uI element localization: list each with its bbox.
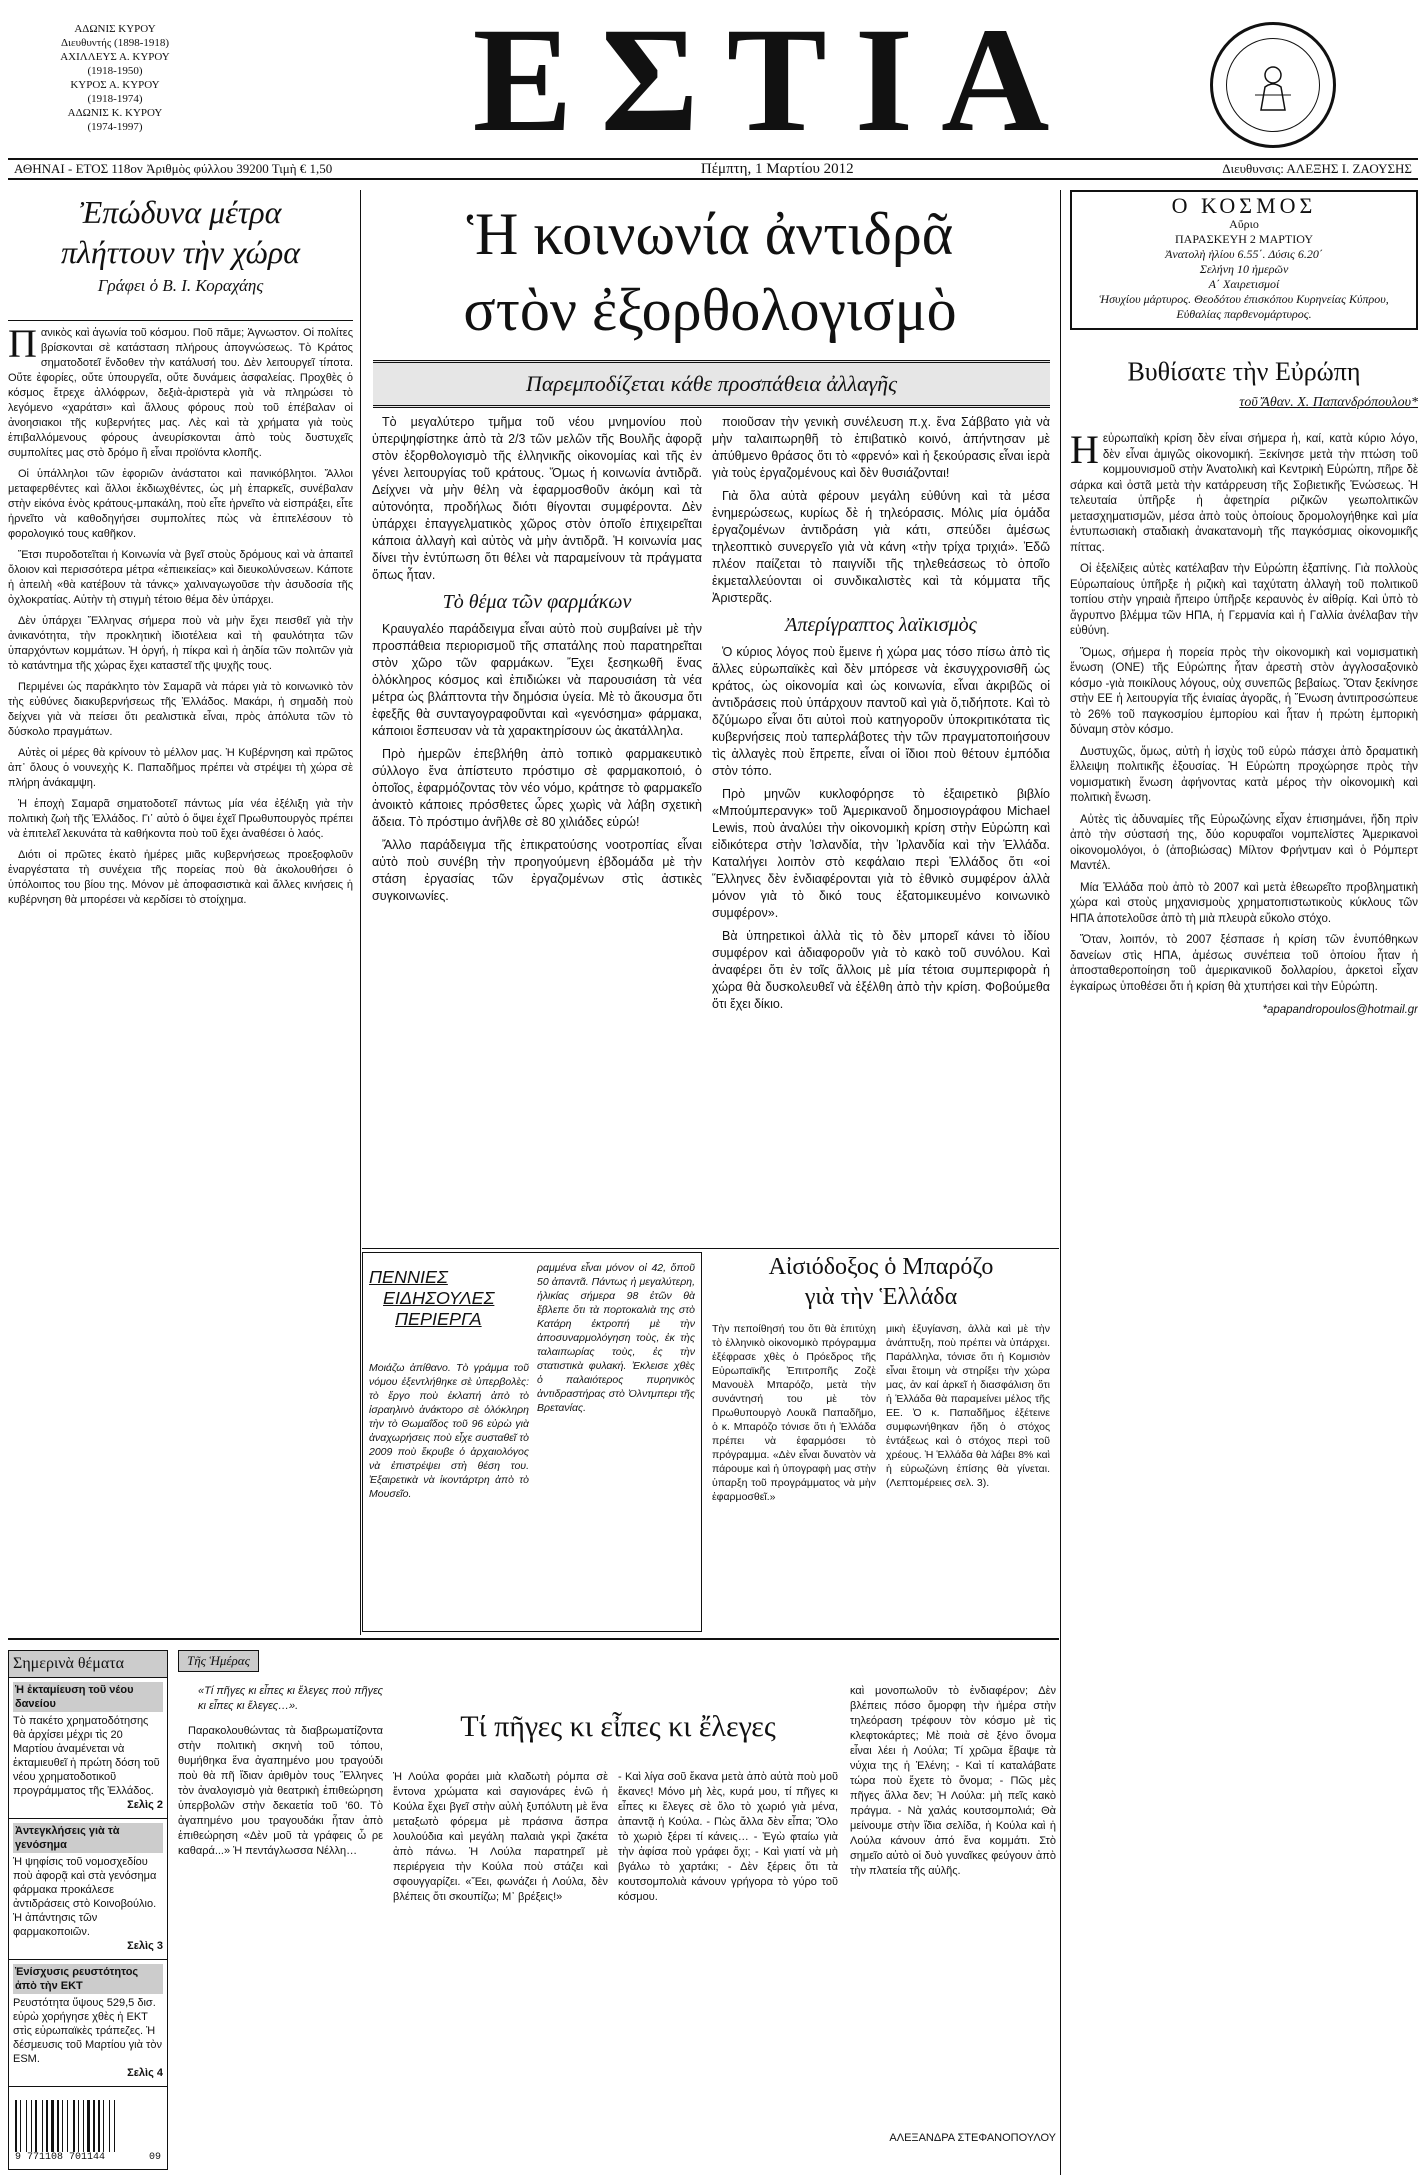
barcode-bar <box>26 2100 27 2152</box>
left-article-title-box <box>8 192 353 321</box>
barcode-bar <box>109 2100 110 2152</box>
kosmos-line: Αὔριο <box>1229 217 1259 231</box>
left-article-dropcap: Π <box>8 326 37 366</box>
barcode-bar <box>114 2100 115 2152</box>
barcode-bar <box>111 2100 113 2152</box>
left-article-p2: Οἱ ὑπάλληλοι τῶν ἐφοριῶν ἀνάστατοι καὶ πανικόβλητοι. Ἄλλοι μεταφερθέντες καὶ ἄλλοι ἐκδιωχθέντες, ὡς μὴ ἐπαρκεῖς, συνέβαλαν στὴν εἰκόνα ἑνὸς κράτους-μπακάλη, ποὺ εἶτε ἠρνεῖτο νὰ εἰσπράξει, εἶτε ἠρνεῖτο νὰ καθοδηγήσει συμπολίτες πὼς νὰ ἐπιτελέσουν τὸ φορολογικό τους καθῆκον. <box>8 468 353 540</box>
main-headline-line1: Ἡ κοινωνία ἀντιδρᾶ <box>466 201 954 267</box>
main-col-1 <box>372 414 702 1244</box>
tis-imeras-col-1 <box>178 1684 383 2164</box>
tis-imeras-author: ΑΛΕΞΑΝΔΡΑ ΣΤΕΦΑΝΟΠΟΥΛΟΥ <box>889 2132 1056 2144</box>
sidebar-item-page: Σελὶς 4 <box>127 2067 163 2079</box>
tis-imeras-col4-text: καὶ μονοπωλοῦν τὸ ἐνδιαφέρον; Δὲν βλέπεις πόσο ὄμορφη τὴν ἡμέρα στὴν τηλεόραση τρέφουν τὸν κόσμο μὲ τὶς κλεφτοκάρτες; Μὲ ποιὰ σὲ ξένο ὄνομα εἶναι λέει ἡ Λούλα; Τί χρῶμα ἔβαψε τὰ νύχια της ἡ Ἑλένη; - Καὶ τί καταλάβατε τώρα ποὺ ἔχετε τὸ ὄνομα; - Πῶς μὲς πῆγες ἄλλα δεν; Ἡ Λούλα: μὴ πεῖς κακὸ πράγμα. - Νὰ χαλάς κουτσομπολιά; Θὰ μείνουμε στὴν ἴδια σελίδα, ἡ Κούλα καὶ ἡ Λούλα κάνουν ἀπό ἕνα κομμάτι. Στὸ σημεῖο αὐτὸ οἱ δυὸ γυναῖκες φεύγουν ἀπὸ τὴν πλατεία τῆς αὐλῆς. <box>850 1685 1056 1877</box>
left-article-p3: Ἔτσι πυροδοτεῖται ἡ Κοινωνία νὰ βγεῖ στοὺς δρόμους καὶ νὰ ἀπαιτεῖ ὅλοιον καὶ περισσότερα μέτρα «ἐπιεικείας» καὶ διευκολύνσεων. Κάποτε ἡ ἀπειλὴ «θὰ κατέβουν τὰ τάνκς» χαλιναγωγοῦσε τὴν ἀσυδοσία τῆς ὀχλοκρατίας. Αὐτὴν τὴ στιγμὴ τέτοιο θέμα δὲν ὑπάρχει. <box>8 549 353 606</box>
founder-line: ΚΥΡΟΣ Α. ΚΥΡΟΥ <box>70 79 160 91</box>
pennies-col-2: ραμμένα εἶναι μόνον οἱ 42, ὅποῦ 50 ἀπαντᾶ. Πάντως ἡ μεγαλύτερη, ἡλικίας σήμερα 98 ἐτῶν θὰ ἔβλεπε ὅτι τὰ πορτοκαλιὰ της στὸ Κατάρη ἐκτροπή μὲ τὴν ἀποσυναρμολόγηση τοὺς, ἐκ τὴς ταλαιπωρίας τοὺς, ἐς τὴν στατιστικὰ φυλακή. Ἐκλεισε χθὲς ὁ παλαιότερος πυρηνικὸς ἀντιδραστήρας στὸ Ὀλντμπερι τῆς Βρετανίας. <box>537 1262 695 1414</box>
founder-line: ΑΔΩΝΙΣ ΚΥΡΟΥ <box>74 23 156 35</box>
barroso-title-1: Αἰσιόδοξος ὁ Μπαρόζο <box>768 1254 994 1280</box>
barcode-bar <box>38 2100 41 2152</box>
founder-line: ΑΔΩΝΙΣ Κ. ΚΥΡΟΥ <box>67 107 163 119</box>
main-col2-p5: Βὰ ὑπηρετικοὶ ἀλλὰ τὶς τὸ δὲν μπορεῖ κάνει τὸ ἰδίου συμφέρον καὶ ἀδιαφοροῦν γιὰ τὸ κακὸ τοῦ συνόλου. Καὶ ἀναφέρει ὅτι ἐν τοῖς ἄλλοις μὲ μία τέτοια συμπεριφορὰ ἡ χώρα θὰ δυσκολευθεῖ νὰ ἐξέλθη ἀπὸ τὴν κρίση. Φοβούμεθα ὅτι ἔχει δίκιο. <box>712 929 1050 1011</box>
barcode-bar <box>15 2100 17 2152</box>
barcode-bars <box>15 2092 161 2152</box>
main-col-2 <box>712 414 1050 1244</box>
sidebar-item-title: Ἐνίσχυσις ρευστότητος ἀπὸ τὴν ΕΚΤ <box>13 1964 163 1994</box>
main-headline-line2: στὸν ἐξορθολογισμὸ <box>463 277 957 343</box>
sidebar-item-text: Τὸ πακέτο χρηματοδότησης θὰ ἀρχίσει μέχρι τὶς 20 Μαρτίου ἀναμένεται νὰ ἐκταμιευθεῖ ἡ πρώτη δόση τοῦ νέου χρηματοδοτικοῦ προγράμματος τῆς Ἑλλάδος. <box>13 1715 160 1797</box>
barcode-bar <box>62 2100 63 2152</box>
barcode-bar <box>67 2100 68 2152</box>
barcode-bar <box>98 2100 100 2152</box>
pennies-heading-3: ΠΕΡΙΕΡΓΑ <box>395 1309 482 1329</box>
main-col1-p2: Κραυγαλέο παράδειγμα εἶναι αὐτὸ ποὺ συμβαίνει μὲ τὴν προσπάθεια περιορισμοῦ τῆς σπατάλης ποὺ παρατηρεῖται στὸν χῶρο τῶν φαρμάκων. Ἔχει ξεσηκωθῆ ἕνας ὁλόκληρος κόσμος καὶ ἐπιδιώκει νὰ παρουσιάση τὰ νέα μέτρα ὡς βλάπτοντα τὴν δημόσια ὑγεία. Μὲ τὸ ἄκουσμα ὅτι ἐφεξῆς θὰ συνταγογραφοῦνται καὶ «γενόσημα» φάρμακα, κάποιοι ἔσπευσαν νὰ τὰ χαρακτηρίσουν ὡς ἀκατάλληλα. <box>372 622 702 738</box>
barcode-bar <box>87 2100 90 2152</box>
left-article-p7: Ἡ ἐποχὴ Σαμαρᾶ σηματοδοτεῖ πάντως μία νέα ἐξέλιξη γιὰ τὴν πολιτικὴ ζωὴ τῆς Ἑλλάδος. Γι᾽ αὐτὸ ὁ ὄψει ἐχεῖ Πρωθυπουργὸς πρέπει νὰ ἐπιτελεῖ λεκυνάτα τὰ καθήκοντα ποὺ τοῦ ἔχει ἀναθέσει ὁ λαός. <box>8 798 353 840</box>
tis-imeras-title: Τί πῆγες κι εἶπες κι ἔλεγες <box>460 1710 776 1743</box>
dateline-director: Διευθυνσις: ΑΛΕΞΗΣ Ι. ΖΑΟΥΣΗΣ <box>1222 161 1412 176</box>
main-col1-p4: Ἄλλο παράδειγμα τῆς ἐπικρατούσης νοοτροπίας εἶναι αὐτὸ ποὺ συνέβη τὴν προηγούμενη ἑβδομάδα μὲ τὴν στάση ἐργασίας τῶν ἐργαζομένων στὶς ἀστικὲς συγκοινωνίες. <box>372 838 702 903</box>
right-article-title: Βυθίσατε τὴν Εὐρώπη <box>1127 357 1361 386</box>
main-subheading: Παρεμποδίζεται κάθε προσπάθεια ἀλλαγῆς <box>373 360 1050 408</box>
barcode-bar <box>49 2100 50 2152</box>
barcode-bar <box>105 2100 108 2152</box>
barcode-bar <box>78 2100 79 2152</box>
right-article-body <box>1070 432 1418 2152</box>
kosmos-line: Ἡσυχίου μάρτυρος. Θεοδότου ἐπισκόπου Κυρηνείας Κύπρου, Εὐθαλίας παρθενομάρτυρος. <box>1099 292 1389 321</box>
founder-line: (1918-1974) <box>87 93 143 105</box>
barcode-bar <box>76 2100 77 2152</box>
kosmos-line: Σελήνη 10 ἡμερῶν <box>1199 262 1289 276</box>
sidebar-item-text: Ἡ ψηφίσις τοῦ νομοσχεδίου ποὺ ἀφορᾷ καὶ στὰ γενόσημα φάρμακα προκάλεσε ἀντιδράσεις στὸ Κοινοβούλιο. Ἡ ἀπάντησις τῶν φαρμακοποιῶν. <box>13 1856 157 1938</box>
pennies-heading-1: ΠΕΝΝΙΕΣ <box>369 1267 448 1287</box>
barcode-bar <box>83 2100 84 2152</box>
barcode-bar <box>51 2100 54 2152</box>
main-col1-p3: Πρὸ ἡμερῶν ἐπεβλήθη ἀπὸ τοπικὸ φαρμακευτικὸ σύλλογο ἕνα ἀπίστευτο πρόστιμο σὲ φαρμακοποιό, ὁ ὁποῖος, ἐφαρμόζοντας τὸν νέο νόμο, κράτησε τὸ φαρμακεῖο ἀνοικτὸ κάποιες πρόσθετες ὧρες χωρὶς νὰ λάβη σχετικὴ ἄδεια. Τὸ πρόστιμο ἀνῆλθε σὲ 80 χιλιάδες εὐρώ! <box>372 747 702 829</box>
section-rule <box>362 1248 1059 1249</box>
left-article-p1: ανικὸς καὶ ἀγωνία τοῦ κόσμου. Ποῦ πᾶμε; Ἀγνωστον. Οἱ πολίτες βρίσκονται σὲ κατάσταση πλήρους ἀπογνώσεως. Τὸ Κράτος σηματοδοτεῖ ἔνδοθεν τὴν κατάλυσή του. Δὲν λειτουργεῖ τίποτα. Οὔτε ἐφορίες, οὔτε ὑπουργεῖα, οὔτε δυνάμεις ἀσφαλείας. Προχθὲς ὁ κόσμος ἔτρεχε ἀλλόφρων, δεξιὰ-ἀριστερὰ γιὰ νὰ πληρώσει τὸ λεγόμενο «χαράτσι» καὶ ἄλλους φόρους ποὺ τοῦ ἐπέβαλαν οἱ ἀνοησιακοι τῆς κυβερνήτες μας. Λὲς καὶ τὰ χρήματα γιὰ τοὺς ἐπιβαλλόμενους φόρους ἀνευρίσκονται ἀπὸ τοὺς δυστυχεῖς συμπολίτες μας στὸ δρόμο ἢ εἶναι προϊόντα κλοπῆς. <box>8 327 353 459</box>
sidebar-item[interactable] <box>9 1960 167 2087</box>
section-rule <box>8 1638 1059 1640</box>
tis-imeras-col-3: - Καὶ λίγα σοῦ ἔκανα μετὰ ἀπὸ αὐτὰ ποὺ μοῦ ἔκανες! Μόνο μὴ λὲς, κυρά μου, τί πῆγες κι εἶπες κι ἔλεγες σὲ ὅλο τὸ χωριό γιὰ μένα, ἀπαντᾷ ἡ Κούλα. - Πὼς ἄλλα δὲν εἶπα; Ὅλο τὸ χωριὸ ξέρει τί κάνεις… - Ἐγὼ φταίω γιὰ τὴν ἀφίσα ποὺ γράφει ὄχι; - Καὶ γιατί νὰ μὴ βγάλω τὸ χαρτάκι; - Δὲν ξέρεις ὅτι τὰ κουτσομπολιὰ κάνουν γρήγορα τὸ γύρο τοῦ κόσμου. <box>618 1771 838 1903</box>
main-col2-p2: Γιὰ ὅλα αὐτὰ φέρουν μεγάλη εὐθύνη καὶ τὰ μέσα ἐνημερώσεως, κυρίως δὲ ἡ τηλεόρασις. Μόλις μία ὁμάδα ἐργαζομένων ἀντιδράση γιὰ κάτι, σπεύδει ἀμέσως τηλεοπτικὸ συνεργεῖο γιὰ νὰ κάνη «τὴν τρίχα τριχιά». Ἐδῶ πλέον παίζεται τὸ παιγνίδι τῆς τηλεθεάσεως τὸ ὁποῖο ἐκμεταλλεύονται οἱ συνδικαλιστὲς καὶ τὰ κόμματα τῆς Ἀριστερᾶς. <box>712 489 1050 605</box>
right-article-header <box>1070 355 1418 411</box>
barroso-title-2: γιὰ τὴν Ἑλλάδα <box>804 1284 958 1310</box>
tis-imeras-quote: «Τί πῆγες κι εἶπες κι ἔλεγες ποὺ πῆγες κι εἶπες κι ἔλεγες…». <box>198 1685 383 1712</box>
kosmos-line: Ἀνατολὴ ἡλίου 6.55΄. Δύσις 6.20΄ <box>1165 247 1323 261</box>
pennies-heading-2: ΕΙΔΗΣΟΥΛΕΣ <box>383 1288 495 1308</box>
barcode-bar <box>46 2100 48 2152</box>
seal-emblem <box>1210 22 1336 148</box>
sidebar-item[interactable] <box>9 1678 167 1819</box>
barcode-bar <box>96 2100 97 2152</box>
barcode-bar <box>60 2100 61 2152</box>
barcode-bar <box>103 2100 104 2152</box>
pennies-col-1: Μοιάζω ἀπίθανο. Τὸ γράμμα τοῦ νόμου ἐξεντλήθηκε σὲ ὑπερβολὲς: τὸ ἔργο ποὺ ἐκλαπή ἀπὸ τὸ ἰσραηλινὸ ἀνάκτορο σὲ ὁλόκληρη τὴν τὸ Θωμαΐδος τοῦ 96 εὐρὼ γιὰ ἀναχωρήσεις ποὺ εἶχε συσταθεῖ τὸ 2009 ποὺ ἔκρυβε ὁ ἀρχαιολόγος νὰ ἐπιστρέψει στὴ θέση του. Ἐξαιρετικὰ νὰ ἰκοντάρτρη ἀπὸ τὸ Μουσεῖο. <box>369 1362 529 1500</box>
sidebar-item[interactable] <box>9 1819 167 1960</box>
tis-imeras-col-2: Ἡ Λούλα φοράει μιὰ κλαδωτὴ ρόμπα σὲ ἔντονα χρώματα καὶ σαγιονάρες ἐνῶ ἡ Κούλα ἔχει βγεῖ στὴν αὐλὴ ξυπόλυτη μὲ ἕνα μεταξωτὸ φόρεμα μὲ πράσινα ἄσπρα λουλούδια καὶ μεγάλη παλαιὰ γκρὶ ζακέτα ἀπὸ πάνω. Ἡ Λούλα παρατηρεῖ μὲ περιέργεια τὴν Κούλα ποὺ στάζει καὶ σφουγγαρίζει. «Ἔει, φωνάζει ἡ Λούλα, δὲν βλέπεις ὅτι σκουπίζω; Μ᾽ βρέξεις!» <box>393 1771 608 1903</box>
barcode-bar <box>93 2100 95 2152</box>
barcode-bar <box>64 2100 66 2152</box>
sidebar-item-text: Ρευστότητα ὕψους 529,5 δισ. εὐρὼ χορήγησε χθὲς ἡ ΕΚΤ στὶς εὐρωπαϊκὲς τράπεζες. Ἡ δέσμευσις τοῦ Μαρτίου γιὰ τὸν ESM. <box>13 1997 162 2065</box>
barcode <box>15 2092 161 2163</box>
left-article-body <box>8 326 353 1616</box>
barcode-bar <box>20 2100 21 2152</box>
barcode-bar <box>73 2100 75 2152</box>
main-col2-p1: ποιοῦσαν τὴν γενικὴ συνέλευση π.χ. ἕνα Σάββατο γιὰ νὰ μὴν ταλαιπωρηθῆ τὸ ἐπιβατικὸ κοινό, ἀπήντησαν μὲ ἀπύθμενο θράσος ὅτι τὸ «φρενό» καὶ ἡ ξεκούρασις εἶναι ἱερὰ γιὰ τοὺς ἐργαζομένους καὶ δὲν θυσιάζονται! <box>712 415 1050 480</box>
kosmos-box <box>1070 190 1418 330</box>
column-rule <box>1060 190 1061 2175</box>
right-article-p4: Δυστυχῶς, ὅμως, αὐτὴ ἡ ἰσχὺς τοῦ εὐρὼ πάσχει ἀπὸ δραματικὴ ἔλλειψη πολιτικῆς ἐξουσίας. Ἡ Εὐρώπη προχώρησε πρὸς τὴν νομισματικὴ ἕνωση ἀφήνοντας κατὰ μέρος τὴν οἰκονομικὴ καὶ πολιτικὴ ἕνωση. <box>1070 745 1418 804</box>
barroso-col-1: Τὴν πεποίθησή του ὅτι θὰ ἐπιτύχη τὸ ἑλληνικὸ οἰκονομικὸ πρόγραμμα ἐξέφρασε χθὲς ὁ Πρόεδρος τῆς Εὐρωπαϊκῆς Ἐπιτροπῆς Ζοζὲ Μανουὲλ Μπαρόζο, μετὰ τὴν συνάντησή του μὲ τὸν Πρωθυπουργὸ Λουκᾶ Παπαδῆμο, ὁ κ. Μπαρόζο τόνισε ὅτι ἡ Ἑλλάδα πρέπει νὰ ἐφαρμόσει τὸ πρόγραμμα. «Δὲν εἶναι δυνατὸν νὰ πάρουμε καὶ ἡ ὑπογραφὴ μας στὴν ὑπαρξη τοῦ προγράμματος νὰ μὴν ἐφαρμοσθεῖ.» <box>712 1323 876 1503</box>
barcode-issue: 09 <box>148 2152 161 2163</box>
sidebar-item-page: Σελὶς 3 <box>127 1940 163 1952</box>
column-rule <box>360 190 361 1635</box>
barcode-bar <box>57 2100 59 2152</box>
sidebar-header: Σημερινὰ θέματα <box>9 1651 167 1678</box>
tis-imeras-tag: Τῆς Ἡμέρας <box>178 1650 259 1672</box>
barcode-bar <box>33 2100 34 2152</box>
left-article-p4: Δὲν ὑπάρχει Ἕλληνας σήμερα ποὺ νὰ μὴν ἔχει πεισθεῖ γιὰ τὴν ἀνικανότητα, τὴν προκλητικὴ ἰδιοτέλεια καὶ τὴ φαυλότητα τῶν ὑπαρχόντων κομμάτων. Ἡ ὀργή, ἡ πίκρα καὶ ἡ ἀηδία τῶν πολιτῶν γιὰ τὸ κατάντημα τῆς χώρας ἔχει καταστεῖ τῆς ψυχῆς τους. <box>8 615 353 672</box>
barcode-bar <box>85 2100 86 2152</box>
barcode-bar <box>69 2100 72 2152</box>
right-article-p5: Αὐτὲς τὶς ἀδυναμίες τῆς Εὐρωζώνης εἶχαν ἐπισημάνει, ἤδη πρὶν ἀπὸ τὴν σύστασή της, δύο κορυφαῖοι νομπελίστες Ἀμερικανοὶ οἰκονομολόγοι, ὁ (ἀποβιώσας) Μίλτον Φρήντμαν καὶ ὁ Ρόμπερτ Μαντέλ. <box>1070 813 1418 872</box>
founder-line: (1918-1950) <box>87 65 143 77</box>
barcode-bar <box>31 2100 32 2152</box>
masthead: ΕΣΤΙΑ <box>472 0 1078 163</box>
pennies-box <box>362 1252 702 1632</box>
barcode-text <box>15 2152 161 2163</box>
barroso-col-2: μικὴ ἐξυγίανση, ἀλλὰ καὶ μὲ τὴν ἀνάπτυξη, ποὺ πρέπει νὰ ὑπάρχει. Παράλληλα, τόνισε ὅτι ἡ Κομισιὸν εἶναι ἕτοιμη νὰ στηρίξει τὴν χώρα μας, ἀν καί ἀρκεῖ ἡ διασφάλιση ὅτι ἡ Ἑλλάδα θὰ παραμείνει μέλος τῆς ΕΕ. Ὁ κ. Παπαδῆμος ἐξέτεινε συμφωνήθηκαν ἤδη ὁ στόχος ἐντάξεως καὶ ὁ στόχος περὶ τοῦ χρέους. Ἡ Ἑλλάδα θὰ λάβει 8% καὶ ἡ εὐρωζώνη ἐπίσης θὰ γίνεται. (Λεπτομέρειες σελ. 3). <box>886 1323 1050 1489</box>
left-article-p6: Αὐτὲς οἱ μέρες θὰ κρίνουν τὸ μέλλον μας. Ἡ Κυβέρνηση καὶ πρῶτος ἀπ᾽ ὅλους ὁ νουνεχὴς Κ. Παπαδῆμος πρέπει νὰ στρέψει τὴ χώρα σὲ πλήρη ἀνάκαμψη. <box>8 747 353 789</box>
dateline-bar <box>8 158 1418 180</box>
barcode-bar <box>35 2100 37 2152</box>
main-headline <box>370 196 1050 348</box>
founders-list <box>40 22 190 134</box>
barcode-bar <box>42 2100 43 2152</box>
left-article-byline: Γράφει ὁ Β. Ι. Κοραχάης <box>97 276 264 295</box>
kosmos-title: Ο ΚΟΣΜΟΣ <box>1171 193 1317 218</box>
right-article-p2: Οἱ ἐξελίξεις αὐτὲς κατέλαβαν τὴν Εὐρώπη ἐξαπίνης. Γιὰ πολλοὺς Εὐρωπαίους ὑπῆρξε ἡ ριζικὴ καὶ ταχύτατη ἀλλαγὴ τοῦ πολιτικοῦ τοπίου στὴν γηραιὰ ἤπειρο ὑπῆρξε κεραυνὸς ἐν αἰθρίᾳ. Καὶ ὑπὸ τὸ ἄγρυπνο βλέμμα τῶν ΗΠΑ, ἡ Γερμανία καὶ ἡ Γαλλία ἀνέλαβαν τὴν εὐθύνη. <box>1070 563 1418 637</box>
dateline-issue: ΑΘΗΝΑΙ - ΕΤΟΣ 118ον Ἀριθμὸς φύλλου 39200 Τιμὴ € 1,50 <box>14 161 333 176</box>
barcode-bar <box>22 2100 25 2152</box>
right-article-byline: τοῦ Ἄθαν. Χ. Παπανδρόπουλου* <box>1239 395 1418 410</box>
dateline-date: Πέμπτη, 1 Μαρτίου 2012 <box>700 160 854 177</box>
left-article-title-2: πλήττουν τὴν χώρα <box>61 234 300 270</box>
barcode-bar <box>80 2100 82 2152</box>
seal-inner <box>1226 38 1320 132</box>
founder-line: (1974-1997) <box>87 121 143 133</box>
kosmos-line: Α΄ Χαιρετισμοί <box>1208 277 1280 291</box>
founder-line: ΑΧΙΛΛΕΥΣ Α. ΚΥΡΟΥ <box>60 51 170 63</box>
barcode-bar <box>116 2100 117 2152</box>
barroso-article <box>712 1252 1050 1632</box>
sidebar-today-topics <box>8 1650 168 2170</box>
barcode-bar <box>91 2100 92 2152</box>
founder-line: Διευθυντής (1898-1918) <box>60 37 170 49</box>
right-article-p3: Ὅμως, σήμερα ἡ πορεία πρὸς τὴν οἰκονομικὴ καὶ νομισματικὴ ἕνωση (ΟΝΕ) τῆς Εὐρώπης ἦταν ἀρεστὴ στὸν ἀγγλοσαξονικὸ κόσμο -γιὰ ποικίλους λόγους, οὐχ συνεπῶς βεβαίως. Ὅταν ξεκίνησε στὴν ΕΕ ἡ λειτουργία τῆς ἑνιαίας ἀγορᾶς, ἡ Ἕνωση ἀντιπροσώπευε τὸ 26% τοῦ παγκοσμίου ἐμπορίου καὶ ἦταν ἡ πρώτη ἐμπορικὴ δύναμη στὸν κόσμο. <box>1070 646 1418 736</box>
sidebar-item-page: Σελὶς 2 <box>127 1799 163 1811</box>
right-article-dropcap: Η <box>1070 432 1099 472</box>
tis-imeras-col-4 <box>850 1684 1056 2164</box>
left-article-p8: Διότι οἱ πρῶτες ἑκατὸ ἡμέρες μιᾶς κυβερνήσεως προεξοφλοῦν ἐναργέστατα τὴ συνέχεια τῆς πορείας ποὺ θὰ ἀκολουθήσει ὁ ὑπόλοιπος του βίου της. Μόνον μὲ ἀποφασιστικὰ καὶ ἄλλες κινήσεις ἡ κυβέρνηση θὰ μπορέσει νὰ κερδίσει τὸ στοίχημα. <box>8 849 353 906</box>
barcode-bar <box>44 2100 45 2152</box>
seal-figure-icon <box>1243 55 1303 115</box>
barcode-bar <box>101 2100 102 2152</box>
barcode-bar <box>28 2100 30 2152</box>
main-col2-p3: Ὁ κύριος λόγος ποὺ ἔμεινε ἡ χώρα μας τόσο πίσω ἀπὸ τὶς ἄλλες εὐρωπαϊκὲς καὶ δὲν μπόρεσε νὰ ἐκσυγχρονισθῆ ὡς κράτος, ὡς οἰκονομία καὶ ὡς κοινωνία, εἶναι ἀκριβῶς οἱ ἀντιδράσεις ποὺ ὑπάρχουν παντοῦ καὶ γιὰ ὅ,τιδήποτε. Καὶ τὸ δζύμωρο εἶναι ὅτι αὐτοὶ ποὺ κατηγοροῦν ὑποκριτικότατα τὶς κυβερνήσεις ποὺ ταπερλάβοτες τὴν τῶν πραγματοποιήσουν τὶς ἀλλαγὲς ποὺ ἔπρεπε, εἶναι οἱ ἴδιοι ποὺ θέτουν ἐμπόδια στὸν τόπο. <box>712 645 1050 778</box>
right-article-footnote: *apapandropoulos@hotmail.gr <box>1262 1004 1418 1016</box>
tis-imeras-section <box>178 1650 1058 2170</box>
kosmos-line: ΠΑΡΑΣΚΕΥΗ 2 ΜΑΡΤΙΟΥ <box>1175 232 1313 246</box>
right-article-p7: Ὅταν, λοιπόν, τὸ 2007 ξέσπασε ἡ κρίση τῶν ἐνυπόθηκων δανείων στὶς ΗΠΑ, ἀμέσως συνέπεια τοῦ ὁποίου ἦταν ἡ ἀποσταθεροποίηση τοῦ ἀμερικανικοῦ δολλαρίου, ἀρκετοὶ εἶχαν ἐγκαίρως ὑποθέσει ὅτι ἡ κρίση θὰ χτυπήσει καὶ τὴν Εὐρώπη. <box>1070 934 1418 993</box>
left-article-title-1: Ἐπώδυνα μέτρα <box>79 194 282 230</box>
main-col2-p4: Πρὸ μηνῶν κυκλοφόρησε τὸ ἐξαιρετικὸ βιβλίο «Μπούμπερανγκ» τοῦ Ἀμερικανοῦ δημοσιογράφου Michael Lewis, ποὺ ἀναλύει τὴν οἰκονομικὴ κρίση στὴν Εὐρώπη καὶ εἰδικότερα στὴν Ἰσλανδία, τὴν Ἰρλανδία καὶ τὴν Ἑλλάδα. Καταλήγει λοιπὸν στὸ κεφάλαιο περὶ Ἑλλάδος ὅτι «οἱ Ἕλληνες δὲν ἐνδιαφέρονται γιὰ τὸ ἐθνικὸ συμφέρον ἀλλὰ μόνον γιὰ τὸ δικό τους ἐξατομικευμένο κοινωνικὸ συμφέρον». <box>712 787 1050 920</box>
main-col2-heading: Ἀπερίγραπτος λαϊκισμὸς <box>785 614 977 636</box>
right-article-p6: Μία Ἑλλάδα ποὺ ἀπὸ τὸ 2007 καὶ μετὰ ἐθεωρεῖτο προβληματικὴ χώρα καὶ στοὺς μηχανισμοὺς χρηματοπιστωτικοὺς κύκλους τῶν ΗΠΑ ἀποτελοῦσε ἀπὸ τὴ μιὰ πλευρὰ εὔκολο στόχο. <box>1070 881 1418 925</box>
sidebar-item-title: Ἡ ἐκταμίευση τοῦ νέου δανείου <box>13 1682 163 1712</box>
main-col1-p1: Τὸ μεγαλύτερο τμῆμα τοῦ νέου μνημονίου ποὺ ὑπερψηφίστηκε ἀπὸ τὰ 2/3 τῶν μελῶν τῆς Βουλῆς ἀφορᾷ στὸν ἐξορθολογισμὸ τῆς ἑλληνικῆς οἰκονομίας καὶ τῆς ἐν γένει λειτουργίας τοῦ κράτους. Ὅμως ἡ κοινωνία ἀντιδρᾶ. Δείχνει νὰ μὴν θέλη νὰ ἐφαρμοσθοῦν ἀκόμη καὶ τὰ αὐτονόητα, προδήλως διότι θίγονται συμφέροντα. Δὲν ὑπάρχει ἐπαγγελματικὸς χῶρος στὸν ὁποῖο ἐπιχειρεῖται κάποια ἀλλαγὴ καὶ αὐτὸς νὰ μὴν ἀντιδρᾶ. Ἡ κοινωνία μας δίνει τὴν ἐντύπωση ὅτι θέλει νὰ παραμείνουν τὰ πράγματα ὅπως ἦταν. <box>372 415 702 582</box>
right-article-p1: εὐρωπαϊκὴ κρίση δὲν εἶναι σήμερα ἡ, καί, κατὰ κύριο λόγο, δὲν εἶναι ἁμιγῶς οἰκονομική. Ξεκίνησε μετὰ τὴν πτώση τοῦ κομμουνισμοῦ στὴν Ἀνατολικὴ καὶ Κεντρικὴ Εὐρώπη, πῆρε δὲ σάρκα καὶ ὀστᾶ μετὰ τὴν κατάρρευση τῆς Σοβιετικῆς Ἑνώσεως. Ἡ τελευταία ὑπῆρξε ἡ ἀφετηρία ριζικῶν γεωπολιτικῶν μετασχηματισμῶν, μέσα ἀπὸ τοὺς ὁποίους δρομολογήθηκε καὶ μία ἐντυπωσιακὴ σταδιακὴ ἀνακατανομὴ τῆς παγκόσμιας οἰκονομικῆς πίττας. <box>1070 433 1418 554</box>
pennies-heading-block <box>369 1267 519 1330</box>
barcode-bar <box>55 2100 56 2152</box>
left-article-p5: Περιμένει ὡς παράκλητο τὸν Σαμαρᾶ νὰ πάρει γιὰ τὸ κοινωνικὸ τὸν τὴς εὐθύνες διακυβερνήσεως τῆς Ἑλλάδος. Μακάρι, ἡ σημαδὴ ποὺ δείχνει γιὰ νὰ πείσει ὅτι ρεαλιστικὰ εἶναι, πρὸς ἀπόλυτα τῶν τὸ δύσκολο πραγμάτων. <box>8 681 353 738</box>
tis-imeras-col1-text: Παρακολουθώντας τὰ διαβρωματίζοντα στὴν πολιτικὴ σκηνὴ τοῦ τόπου, θυμήθηκα ἕνα ἀγαπημένο μου τραγούδι ποὺ θὰ πῆ ἴδιαν ἀριθμὸν τους Ἕλληνες τὸν ἀναλογισμὸ γιὰ θεατρικὴ ἐπιθεώρηση ὑπερβολῶν στὴν δεκαετία τοῦ '60. Τὸ ἀγαπημένο μου τραγουδάκι ἦταν ἀπὸ ἐπιθεώρηση «Δὲν μοῦ τὰ γράφεις ὦ ρε καθαρά...» Ἡ πεντάγλωσσα Νέλλη… <box>178 1725 383 1857</box>
main-col1-heading: Τὸ θέμα τῶν φαρμάκων <box>442 591 632 613</box>
sidebar-item-title: Ἀντεγκλήσεις γιὰ τὰ γενόσημα <box>13 1823 163 1853</box>
barcode-bar <box>18 2100 19 2152</box>
barcode-number: 9 771108 701144 <box>15 2152 106 2163</box>
